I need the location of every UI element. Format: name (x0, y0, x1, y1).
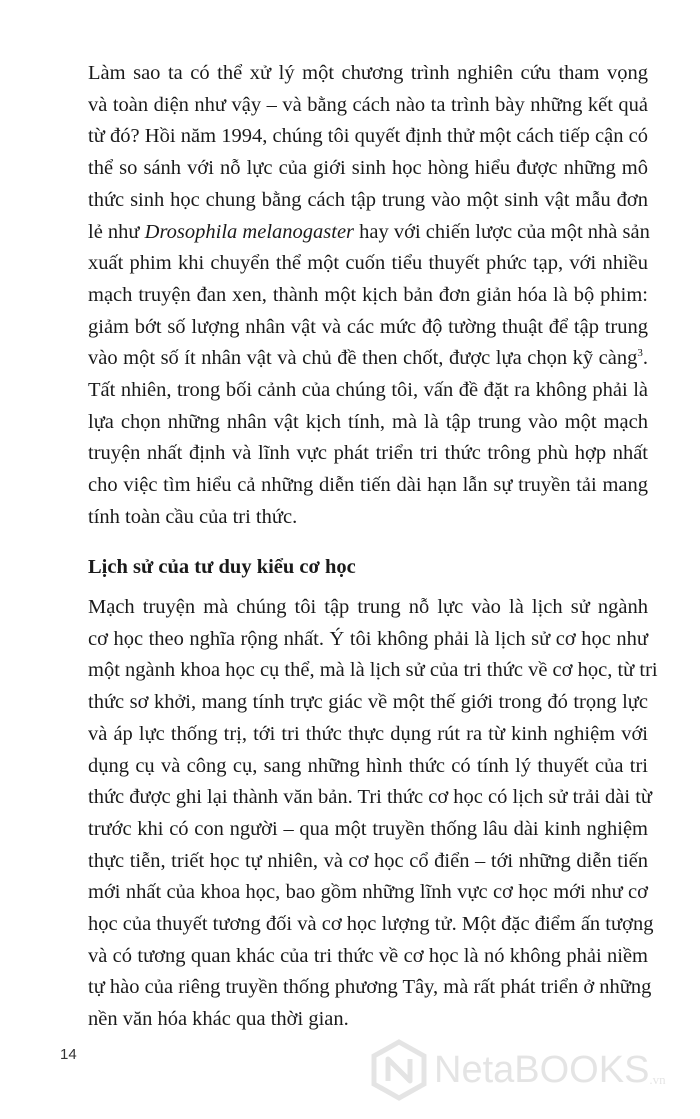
publisher-watermark (368, 1030, 688, 1110)
paragraph-mechanics (88, 592, 658, 1036)
text-line: truyện nhất định và lĩnh vực phát triển tri thức trông phù hợp nhất (88, 442, 648, 465)
text-line: và áp lực thống trị, tới tri thức thực dụng rút ra từ kinh nghiệm với (88, 722, 648, 745)
text-line: học của thuyết tương đối và cơ học lượng tử. Một đặc điểm ấn tượng (88, 913, 654, 936)
text-line: cho việc tìm hiểu cả những diễn tiến dài hạn lẫn sự truyền tải mang (88, 474, 648, 497)
text-line: lẻ như Drosophila melanogaster hay với chiến lược của một nhà sản (88, 220, 650, 243)
text-line: Làm sao ta có thể xử lý một chương trình nghiên cứu tham vọng (88, 62, 648, 84)
watermark-text: NetaBOOKS (434, 1048, 650, 1091)
text-line: thức sinh học chung bằng cách tập trung vào một sinh vật mẫu đơn (88, 188, 648, 211)
text-line: và có tương quan khác của tri thức về cơ học là nó không phải niềm (88, 944, 648, 967)
text-line: mạch truyện đan xen, thành một kịch bản đơn giản hóa là bộ phim: (88, 283, 648, 306)
text-line: xuất phim khi chuyển thể một cuốn tiểu thuyết phức tạp, với nhiều (88, 252, 648, 275)
text-line: Mạch truyện mà chúng tôi tập trung nỗ lực vào là lịch sử ngành (88, 596, 648, 618)
text-line: thể so sánh với nỗ lực của giới sinh học hòng hiểu được những mô (88, 157, 648, 180)
text-line: lựa chọn những nhân vật kịch tính, mà là tập trung vào một mạch (88, 410, 648, 433)
text-line: và toàn diện như vậy – và bằng cách nào ta trình bày những kết quả (88, 93, 648, 116)
paragraph-intro (88, 58, 648, 534)
netabooks-logo-icon (368, 1039, 430, 1101)
watermark-suffix: .vn (649, 1072, 666, 1087)
section-heading: Lịch sử của tư duy kiểu cơ học (88, 556, 356, 578)
text-line: mới nhất của khoa học, bao gồm những lĩnh vực cơ học mới như cơ (88, 881, 648, 904)
text-line: cơ học theo nghĩa rộng nhất. Ý tôi không phải là lịch sử cơ học như (88, 627, 648, 650)
text-line: từ đó? Hồi năm 1994, chúng tôi quyết định thử một cách tiếp cận có (88, 125, 648, 148)
page-number: 14 (60, 1046, 77, 1063)
footnote-marker: 3 (637, 347, 643, 360)
text-line: vào một số ít nhân vật và chủ đề then chốt, được lựa chọn kỹ càng$^3$. (88, 347, 648, 370)
text-line: thực tiễn, triết học tự nhiên, và cơ học cổ điển – tới những diễn tiến (88, 849, 648, 872)
text-line: nền văn hóa khác qua thời gian. (88, 1008, 349, 1031)
text-line: Tất nhiên, trong bối cảnh của chúng tôi, vấn đề đặt ra không phải là (88, 379, 648, 402)
text-line: một ngành khoa học cụ thể, mà là lịch sử của tri thức về cơ học, từ tri (88, 659, 658, 682)
text-line: thức được ghi lại thành văn bản. Tri thức cơ học có lịch sử trải dài từ (88, 786, 653, 809)
text-line: thức sơ khởi, mang tính trực giác về một thế giới trong đó trọng lực (88, 691, 648, 714)
text-line: giảm bớt số lượng nhân vật và các mức độ tường thuật để tập trung (88, 315, 648, 338)
text-line: tính toàn cầu của tri thức. (88, 505, 298, 528)
text-line: tự hào của riêng truyền thống phương Tây, mà rất phát triển ở những (88, 976, 652, 999)
text-line: dụng cụ và công cụ, sang những hình thức có tính lý thuyết của tri (88, 754, 648, 777)
text-line: trước khi có con người – qua một truyền thống lâu dài kinh nghiệm (88, 817, 648, 840)
species-name: Drosophila melanogaster (144, 220, 355, 243)
